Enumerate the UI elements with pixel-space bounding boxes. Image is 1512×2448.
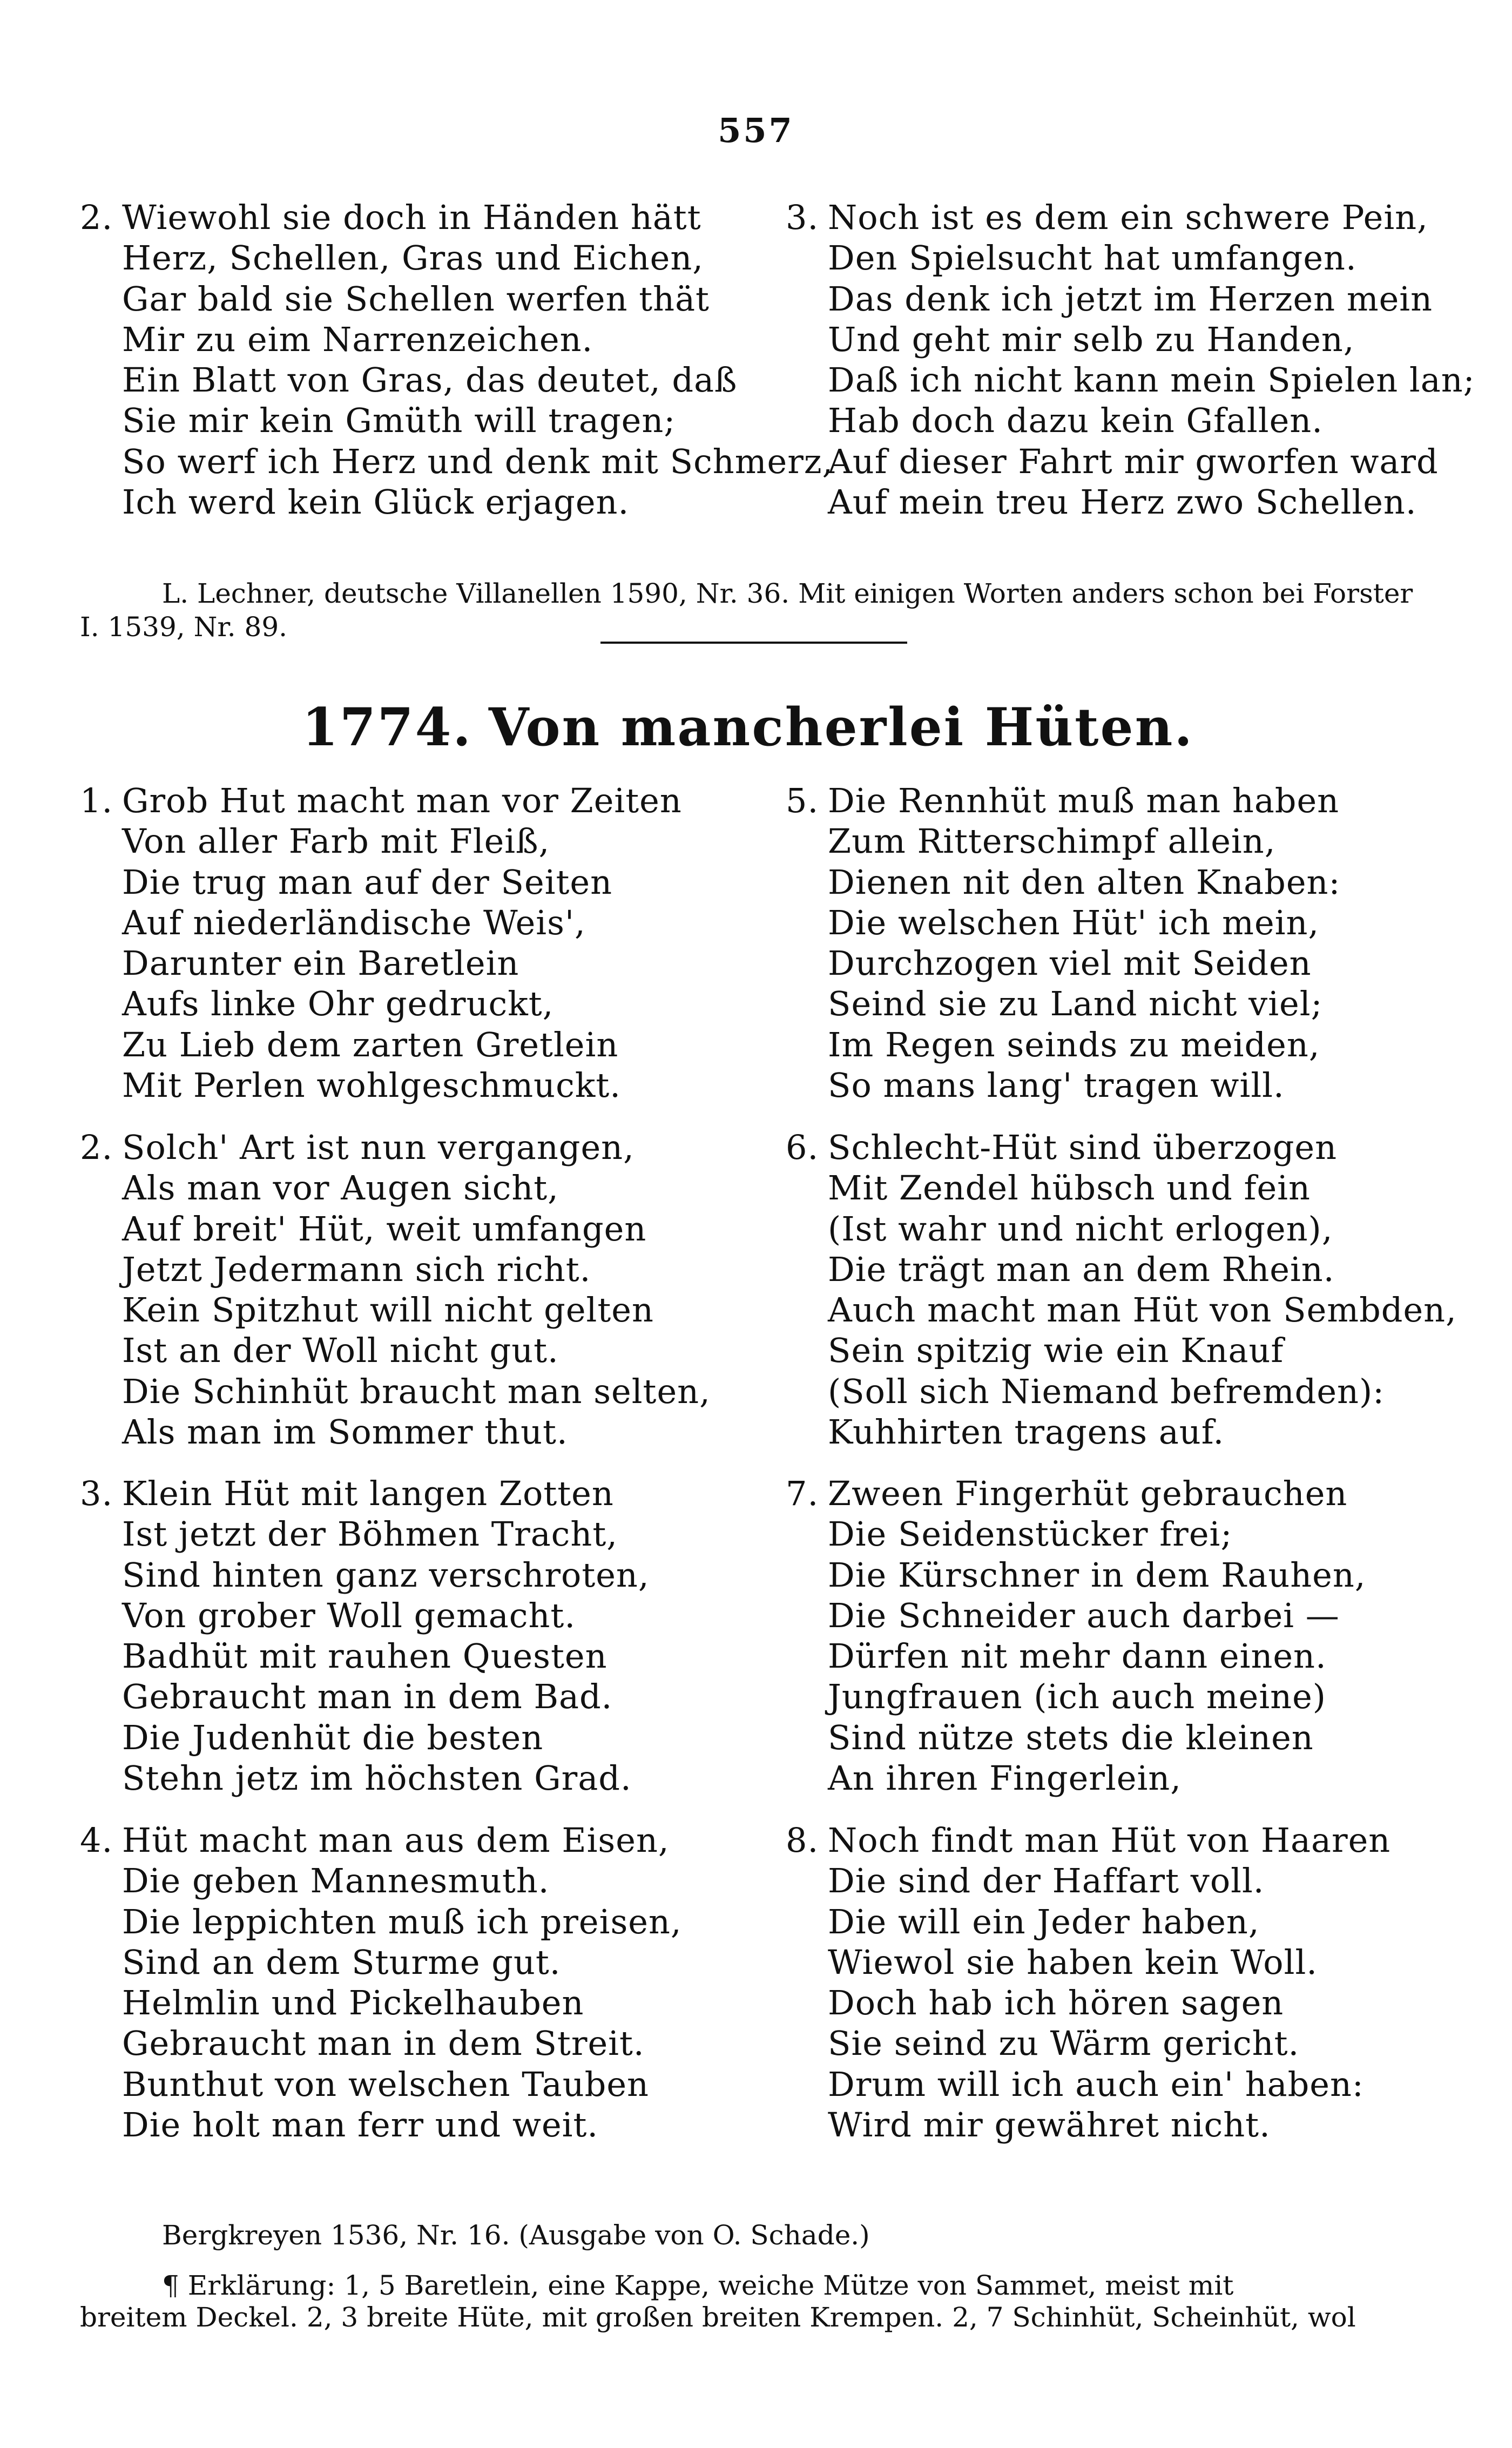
verse-line: (Ist wahr und nicht erlogen), [828, 1209, 1333, 1249]
verse-line: Die geben Mannesmuth. [122, 1861, 550, 1901]
verse-line: Sind nütze stets die kleinen [828, 1717, 1314, 1757]
verse-line: Und geht mir selb zu Handen, [828, 319, 1355, 359]
verse-line: Doch hab ich hören sagen [828, 1983, 1284, 2023]
verse-line: Gebraucht man in dem Bad. [122, 1677, 613, 1717]
verse-line: Aufs linke Ohr gedruckt, [122, 984, 554, 1024]
verse-line: Wiewol sie haben kein Woll. [828, 1942, 1318, 1982]
stanza-number: 1. [80, 781, 113, 820]
stanza-number: 3. [786, 198, 819, 237]
verse-line: Gebraucht man in dem Streit. [122, 2024, 645, 2063]
verse-line: Jetzt Jedermann sich richt. [122, 1249, 591, 1289]
verse-line: Zu Lieb dem zarten Gretlein [122, 1024, 619, 1064]
verse-line: Gar bald sie Schellen werfen thät [122, 279, 710, 319]
verse-line: Wird mir gewähret nicht. [828, 2105, 1271, 2145]
verse-line: So mans lang' tragen will. [828, 1065, 1285, 1105]
stanza-8 [786, 1820, 1390, 2145]
stanza-2 [80, 1127, 711, 1452]
verse-line: Die trägt man an dem Rhein. [828, 1249, 1335, 1289]
verse-line: Helmlin und Pickelhauben [122, 1983, 584, 2023]
verse-line: Hab doch dazu kein Gfallen. [828, 401, 1323, 441]
stanza-6 [786, 1127, 1457, 1452]
verse-line: Bunthut von welschen Tauben [122, 2064, 649, 2104]
verse-line: Ist an der Woll nicht gut. [122, 1331, 559, 1371]
verse-line: 1. Grob Hut macht man vor Zeiten [80, 781, 682, 820]
verse-line: Als man vor Augen sicht, [122, 1168, 559, 1208]
verse-line: Mit Zendel hübsch und fein [828, 1168, 1311, 1208]
verse-line: 2. Solch' Art ist nun vergangen, [80, 1128, 634, 1167]
verse-line: Sind an dem Sturme gut. [122, 1942, 561, 1982]
stanza-3 [80, 1473, 650, 1798]
section-divider [600, 642, 907, 644]
stanza-number: 7. [786, 1474, 819, 1513]
verse-line: Seind sie zu Land nicht viel; [828, 984, 1323, 1024]
verse-line: Sein spitzig wie ein Knauf [828, 1331, 1284, 1371]
verse-line: Die Judenhüt die besten [122, 1717, 544, 1757]
verse-line: Die Schinhüt braucht man selten, [122, 1371, 711, 1411]
verse-line: Mit Perlen wohlgeschmuckt. [122, 1065, 622, 1105]
verse-line: Drum will ich auch ein' haben: [828, 2064, 1364, 2104]
verse-line: Das denk ich jetzt im Herzen mein [828, 279, 1433, 319]
stanza-1 [80, 780, 682, 1105]
song-title [0, 697, 1512, 758]
footnote-line-cont: breitem Deckel. 2, 3 breite Hüte, mit großen breiten Krempen. 2, 7 Schinhüt, Scheinhüt, wol [80, 2302, 1356, 2333]
stanza-number: 8. [786, 1820, 819, 1860]
stanza-number: 4. [80, 1820, 113, 1860]
verse-line: Jungfrauen (ich auch meine) [828, 1677, 1326, 1717]
song-source: Bergkreyen 1536, Nr. 16. (Ausgabe von O. Schade.) [162, 2220, 870, 2251]
source-citation-cont: I. 1539, Nr. 89. [80, 611, 288, 643]
verse-line: Dürfen nit mehr dann einen. [828, 1636, 1327, 1676]
song-title-text: Von mancherlei Hüten. [488, 697, 1194, 758]
stanza-7 [786, 1473, 1366, 1798]
verse-line: Sie seind zu Wärm gericht. [828, 2024, 1300, 2063]
verse-line: Die Schneider auch darbei — [828, 1595, 1340, 1635]
verse-line: 3. Noch ist es dem ein schwere Pein, [786, 198, 1428, 237]
verse-line: Dienen nit den alten Knaben: [828, 862, 1341, 902]
verse-line: Die leppichten muß ich preisen, [122, 1901, 682, 1941]
verse-line: 3. Klein Hüt mit langen Zotten [80, 1474, 614, 1513]
verse-line: Badhüt mit rauhen Questen [122, 1636, 608, 1676]
stanza-number: 5. [786, 781, 819, 820]
verse-line: Die Seidenstücker frei; [828, 1514, 1233, 1554]
stanza-number: 3. [80, 1474, 113, 1513]
verse-line: Als man im Sommer thut. [122, 1412, 568, 1452]
verse-line: Auf dieser Fahrt mir gworfen ward [828, 441, 1439, 481]
verse-line: Auf mein treu Herz zwo Schellen. [828, 482, 1417, 522]
verse-line: Ist jetzt der Böhmen Tracht, [122, 1514, 618, 1554]
verse-line: Sind hinten ganz verschroten, [122, 1555, 650, 1595]
verse-line: Ich werd kein Glück erjagen. [122, 482, 630, 522]
verse-line: So werf ich Herz und denk mit Schmerz, [122, 441, 834, 481]
source-citation: L. Lechner, deutsche Villanellen 1590, Nr. 36. Mit einigen Worten anders schon bei Forster [162, 578, 1413, 609]
verse-line: Auch macht man Hüt von Sembden, [828, 1290, 1457, 1330]
verse-line: Daß ich nicht kann mein Spielen lan; [828, 360, 1475, 400]
verse-line: Kuhhirten tragens auf. [828, 1412, 1225, 1452]
verse-line: Kein Spitzhut will nicht gelten [122, 1290, 654, 1330]
verse-line: Darunter ein Baretlein [122, 943, 519, 983]
verse-line: Zum Ritterschimpf allein, [828, 821, 1276, 861]
verse-line: Auf breit' Hüt, weit umfangen [122, 1209, 647, 1249]
prev-stanza-left [80, 197, 833, 522]
verse-line: 4. Hüt macht man aus dem Eisen, [80, 1820, 670, 1860]
verse-line: 6. Schlecht-Hüt sind überzogen [786, 1128, 1338, 1167]
verse-line: Die sind der Haffart voll. [828, 1861, 1265, 1901]
prev-stanza-right [786, 197, 1475, 522]
song-number: 1774. [302, 697, 473, 758]
verse-line: Durchzogen viel mit Seiden [828, 943, 1312, 983]
verse-line: Die trug man auf der Seiten [122, 862, 613, 902]
verse-line: 2. Wiewohl sie doch in Händen hätt [80, 198, 701, 237]
page-number: 557 [718, 111, 794, 150]
verse-line: Stehn jetz im höchsten Grad. [122, 1758, 632, 1798]
stanza-number: 2. [80, 1128, 113, 1167]
verse-line: 5. Die Rennhüt muß man haben [786, 781, 1340, 820]
verse-line: 8. Noch findt man Hüt von Haaren [786, 1820, 1391, 1860]
verse-line: 7. Zween Fingerhüt gebrauchen [786, 1474, 1348, 1513]
verse-line: Von grober Woll gemacht. [122, 1595, 576, 1635]
verse-line: Im Regen seinds zu meiden, [828, 1024, 1320, 1064]
verse-line: Sie mir kein Gmüth will tragen; [122, 401, 676, 441]
verse-line: An ihren Fingerlein, [828, 1758, 1182, 1798]
stanza-number: 6. [786, 1128, 819, 1167]
verse-line: Die will ein Jeder haben, [828, 1901, 1260, 1941]
verse-line: Den Spielsucht hat umfangen. [828, 238, 1357, 278]
verse-line: Ein Blatt von Gras, das deutet, daß [122, 360, 738, 400]
verse-line: (Soll sich Niemand befremden): [828, 1371, 1385, 1411]
stanza-4 [80, 1820, 682, 2145]
verse-line: Herz, Schellen, Gras und Eichen, [122, 238, 704, 278]
stanza-number: 2. [80, 198, 113, 237]
footnote-line: ¶ Erklärung: 1, 5 Baretlein, eine Kappe, weiche Mütze von Sammet, meist mit [162, 2270, 1234, 2301]
verse-line: Die holt man ferr und weit. [122, 2105, 599, 2145]
verse-line: Die welschen Hüt' ich mein, [828, 902, 1320, 942]
verse-line: Von aller Farb mit Fleiß, [122, 821, 550, 861]
stanza-5 [786, 780, 1340, 1105]
verse-line: Auf niederländische Weis', [122, 902, 586, 942]
verse-line: Mir zu eim Narrenzeichen. [122, 319, 593, 359]
verse-line: Die Kürschner in dem Rauhen, [828, 1555, 1366, 1595]
